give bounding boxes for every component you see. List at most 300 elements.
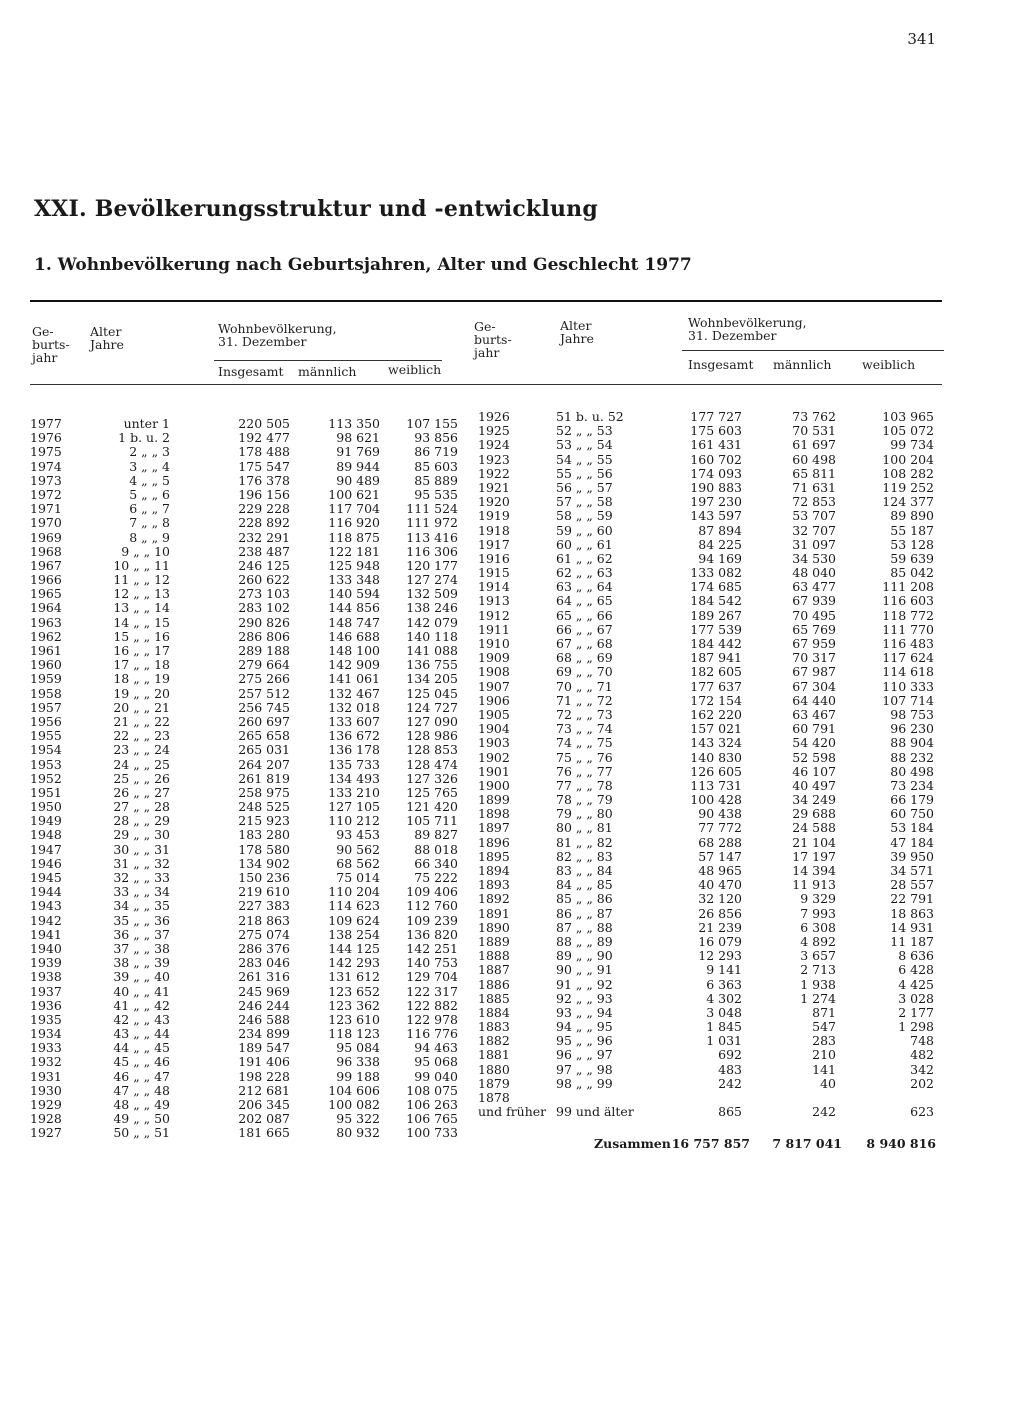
table-row	[470, 1020, 940, 1034]
cell-birth-year: 1911	[478, 621, 510, 637]
cell-total: 192 477	[238, 430, 290, 446]
cell-birth-year: 1920	[478, 494, 510, 510]
table-row	[30, 843, 460, 857]
cell-male: 64 440	[792, 692, 836, 708]
cell-total: 229 228	[238, 501, 290, 517]
cell-birth-year: 1892	[478, 891, 510, 907]
table-row	[30, 616, 460, 630]
cell-male: 110 212	[328, 813, 380, 829]
table-row	[470, 850, 940, 864]
table-row	[30, 928, 460, 942]
table-row	[470, 623, 940, 637]
table-row	[30, 573, 460, 587]
cell-birth-year: 1971	[30, 501, 62, 517]
cell-male: 142 909	[328, 657, 380, 673]
table-row	[470, 1063, 940, 1077]
header-total-right: Insgesamt	[688, 357, 754, 372]
cell-birth-year: 1888	[478, 948, 510, 964]
cell-male: 17 197	[792, 848, 836, 864]
cell-birth-year: 1896	[478, 834, 510, 850]
cell-total: 265 031	[238, 742, 290, 758]
cell-male: 34 249	[792, 792, 836, 808]
cell-male: 144 125	[328, 940, 380, 956]
table-row	[470, 680, 940, 694]
header-population-left: Wohnbevölkerung, 31. Dezember	[218, 321, 337, 349]
cell-age: 44 „ „ 45	[113, 1040, 170, 1056]
cell-total: 257 512	[238, 685, 290, 701]
cell-birth-year: 1965	[30, 586, 62, 602]
cell-total: 134 902	[238, 855, 290, 871]
cell-total: 176 378	[238, 472, 290, 488]
cell-male: 133 210	[328, 784, 380, 800]
cell-male: 65 811	[792, 465, 836, 481]
header-female-right: weiblich	[862, 357, 916, 372]
table-row	[30, 1112, 460, 1126]
cell-birth-year: 1977	[30, 416, 62, 431]
cell-male: 29 688	[792, 806, 836, 822]
cell-age: 91 „ „ 92	[556, 976, 613, 992]
cell-age: 18 „ „ 19	[113, 671, 170, 687]
cell-female: 127 326	[406, 770, 458, 786]
cell-total: 161 431	[690, 437, 742, 453]
table-row	[30, 488, 460, 502]
table-row	[30, 531, 460, 545]
cell-female: 106 765	[406, 1111, 458, 1127]
cell-birth-year: 1907	[478, 678, 510, 694]
cell-female: 99 040	[414, 1068, 458, 1084]
cell-female: 18 863	[890, 905, 934, 921]
cell-total: 289 188	[238, 643, 290, 658]
table-row	[470, 836, 940, 850]
cell-female: 100 204	[882, 451, 934, 467]
cell-total: 275 266	[238, 671, 290, 687]
cell-total: 16 079	[698, 933, 742, 949]
cell-birth-year: 1885	[478, 990, 510, 1006]
table-row	[30, 956, 460, 970]
cell-male: 11 913	[792, 877, 836, 893]
cell-male: 52 598	[792, 749, 836, 765]
cell-total: 175 547	[238, 458, 290, 474]
cell-birth-year: und früher	[478, 1104, 547, 1120]
cell-age: 12 „ „ 13	[113, 586, 170, 602]
cell-age: 67 „ „ 68	[556, 636, 613, 651]
cell-male: 118 875	[328, 529, 380, 545]
cell-male: 31 097	[792, 536, 836, 552]
cell-age: 53 „ „ 54	[556, 437, 613, 453]
cell-female: 128 474	[406, 756, 458, 772]
cell-male: 70 317	[792, 650, 836, 666]
table-row	[30, 431, 460, 445]
table-row	[470, 495, 940, 509]
cell-total: 143 597	[690, 508, 742, 524]
cell-female: 111 524	[406, 501, 458, 517]
cell-female: 88 904	[890, 735, 934, 751]
cell-male: 98 621	[336, 430, 380, 446]
cell-female: 202	[910, 1075, 934, 1091]
cell-birth-year: 1902	[478, 749, 510, 765]
cell-birth-year: 1959	[30, 671, 62, 687]
cell-male: 75 014	[336, 870, 380, 885]
cell-age: 5 „ „ 6	[129, 486, 170, 502]
cell-male: 6 308	[800, 919, 836, 935]
cell-age: 42 „ „ 43	[113, 1011, 170, 1027]
cell-male: 148 100	[328, 643, 380, 658]
cell-total: 184 542	[690, 593, 742, 609]
table-row	[470, 1034, 940, 1048]
cell-female: 106 263	[406, 1097, 458, 1112]
cell-female: 60 750	[890, 806, 934, 822]
cell-male: 53 707	[792, 508, 836, 524]
cell-birth-year: 1878	[478, 1090, 510, 1105]
cell-age: 75 „ „ 76	[556, 749, 613, 765]
cell-birth-year: 1895	[478, 848, 510, 864]
cell-male: 48 040	[792, 565, 836, 581]
table-row	[470, 637, 940, 651]
cell-age: 16 „ „ 17	[113, 643, 170, 658]
cell-female: 113 416	[406, 529, 458, 545]
table-row	[470, 949, 940, 963]
cell-male: 60 498	[792, 451, 836, 467]
table-row	[470, 694, 940, 708]
cell-total: 279 664	[238, 657, 290, 673]
cell-female: 122 317	[406, 983, 458, 999]
cell-birth-year: 1930	[30, 1082, 62, 1098]
cell-birth-year: 1904	[478, 721, 510, 737]
cell-age: 64 „ „ 65	[556, 593, 613, 609]
table-row	[470, 978, 940, 992]
cell-age: 27 „ „ 28	[113, 799, 170, 815]
cell-birth-year: 1889	[478, 933, 510, 949]
cell-female: 132 509	[406, 586, 458, 602]
table-row	[30, 417, 460, 431]
cell-birth-year: 1932	[30, 1054, 62, 1070]
cell-birth-year: 1947	[30, 841, 62, 857]
cell-female: 94 463	[414, 1040, 458, 1056]
cell-birth-year: 1891	[478, 905, 510, 921]
cell-birth-year: 1928	[30, 1111, 62, 1127]
table-row	[470, 424, 940, 438]
cell-female: 85 603	[414, 458, 458, 474]
cell-birth-year: 1936	[30, 997, 62, 1013]
cell-total: 157 021	[690, 721, 742, 737]
cell-birth-year: 1943	[30, 898, 62, 914]
cell-male: 109 624	[328, 912, 380, 928]
cell-male: 2 713	[800, 962, 836, 978]
cell-total: 177 637	[690, 678, 742, 694]
cell-male: 283	[812, 1033, 836, 1049]
cell-age: 86 „ „ 87	[556, 905, 613, 921]
cell-age: 63 „ „ 64	[556, 579, 613, 595]
cell-total: 196 156	[238, 486, 290, 502]
cell-male: 67 304	[792, 678, 836, 694]
table-row	[470, 793, 940, 807]
cell-birth-year: 1939	[30, 955, 62, 971]
cell-male: 21 104	[792, 834, 836, 850]
cell-male: 100 082	[328, 1097, 380, 1112]
table-row	[470, 864, 940, 878]
cell-male: 140 594	[328, 586, 380, 602]
cell-age: 98 „ „ 99	[556, 1075, 613, 1091]
cell-birth-year: 1969	[30, 529, 62, 545]
cell-age: 71 „ „ 72	[556, 692, 613, 708]
cell-birth-year: 1937	[30, 983, 62, 999]
cell-birth-year: 1898	[478, 806, 510, 822]
header-birth-year-left: Ge- burts- jahr	[32, 324, 70, 365]
cell-total: 865	[718, 1104, 742, 1120]
cell-age: 82 „ „ 83	[556, 848, 613, 864]
table-row	[30, 715, 460, 729]
table-row	[470, 552, 940, 566]
cell-total: 3 048	[706, 1004, 742, 1020]
cell-age: 49 „ „ 50	[113, 1111, 170, 1127]
cell-male: 40 497	[792, 777, 836, 793]
cell-age: 52 „ „ 53	[556, 423, 613, 439]
cell-female: 100 733	[406, 1125, 458, 1141]
cell-male: 3 657	[800, 948, 836, 964]
cell-total: 264 207	[238, 756, 290, 772]
table-row	[30, 1098, 460, 1112]
cell-female: 107 155	[406, 416, 458, 431]
cell-birth-year: 1940	[30, 940, 62, 956]
cell-age: 39 „ „ 40	[113, 969, 170, 985]
cell-total: 143 324	[690, 735, 742, 751]
table-row	[30, 1027, 460, 1041]
cell-female: 111 972	[406, 515, 458, 531]
cell-birth-year: 1890	[478, 919, 510, 935]
cell-birth-year: 1921	[478, 479, 510, 495]
table-row	[470, 878, 940, 892]
cell-age: 2 „ „ 3	[129, 444, 170, 460]
cell-male: 71 631	[792, 479, 836, 495]
cell-birth-year: 1906	[478, 692, 510, 708]
cell-age: 61 „ „ 62	[556, 550, 613, 566]
cell-male: 871	[812, 1004, 836, 1020]
cell-age: 24 „ „ 25	[113, 756, 170, 772]
cell-age: 72 „ „ 73	[556, 706, 613, 722]
cell-total: 175 603	[690, 423, 742, 439]
table-row	[470, 580, 940, 594]
cell-female: 112 760	[406, 898, 458, 914]
cell-female: 66 179	[890, 792, 934, 808]
cell-male: 131 612	[328, 969, 380, 985]
cell-age: 87 „ „ 88	[556, 919, 613, 935]
header-birth-year-right: Ge- burts- jahr	[474, 319, 512, 360]
table-row	[30, 687, 460, 701]
cell-female: 748	[910, 1033, 934, 1049]
cell-total: 177 727	[690, 409, 742, 424]
cell-birth-year: 1933	[30, 1040, 62, 1056]
cell-total: 12 293	[698, 948, 742, 964]
cell-age: 76 „ „ 77	[556, 763, 613, 779]
cell-male: 9 329	[800, 891, 836, 907]
cell-age: 8 „ „ 9	[129, 529, 170, 545]
cell-male: 90 562	[336, 841, 380, 857]
table-row	[470, 921, 940, 935]
cell-age: 78 „ „ 79	[556, 792, 613, 808]
cell-age: 15 „ „ 16	[113, 628, 170, 644]
cell-age: 68 „ „ 69	[556, 650, 613, 666]
table-row	[30, 729, 460, 743]
cell-age: 65 „ „ 66	[556, 607, 613, 623]
cell-age: 92 „ „ 93	[556, 990, 613, 1006]
cell-birth-year: 1963	[30, 614, 62, 630]
cell-total: 265 658	[238, 728, 290, 744]
cell-male: 210	[812, 1047, 836, 1063]
cell-male: 132 467	[328, 685, 380, 701]
cell-age: 17 „ „ 18	[113, 657, 170, 673]
cell-birth-year: 1925	[478, 423, 510, 439]
cell-birth-year: 1952	[30, 770, 62, 786]
cell-age: 97 „ „ 98	[556, 1061, 613, 1077]
cell-male: 68 562	[336, 855, 380, 871]
cell-total: 178 488	[238, 444, 290, 460]
table-row	[30, 474, 460, 488]
table-row	[470, 1006, 940, 1020]
cell-total: 182 605	[690, 664, 742, 680]
cell-total: 48 965	[698, 863, 742, 878]
table-row	[30, 758, 460, 772]
cell-birth-year: 1931	[30, 1068, 62, 1084]
cell-male: 24 588	[792, 820, 836, 836]
cell-female: 89 890	[890, 508, 934, 524]
cell-birth-year: 1893	[478, 877, 510, 893]
cell-total: 40 470	[698, 877, 742, 893]
cell-female: 134 205	[406, 671, 458, 687]
cell-total: 260 697	[238, 713, 290, 729]
table-title: 1. Wohnbevölkerung nach Geburtsjahren, Alter und Geschlecht 1977	[34, 255, 692, 275]
table-row	[30, 559, 460, 573]
table-row	[470, 1105, 940, 1119]
cell-total: 181 665	[238, 1125, 290, 1141]
cell-female: 116 306	[406, 543, 458, 559]
cell-female: 6 428	[898, 962, 934, 978]
cell-total: 283 046	[238, 955, 290, 971]
cell-birth-year: 1962	[30, 628, 62, 644]
cell-age: 96 „ „ 97	[556, 1047, 613, 1063]
cell-birth-year: 1966	[30, 572, 62, 588]
cell-age: 73 „ „ 74	[556, 721, 613, 737]
table-row	[470, 566, 940, 580]
cell-male: 4 892	[800, 933, 836, 949]
table-row	[30, 1013, 460, 1027]
header-male-left: männlich	[298, 364, 357, 379]
table-row	[470, 665, 940, 679]
cell-age: 1 b. u. 2	[118, 430, 170, 446]
cell-total: 57 147	[698, 848, 742, 864]
cell-total: 140 830	[690, 749, 742, 765]
cell-birth-year: 1970	[30, 515, 62, 531]
cell-birth-year: 1967	[30, 557, 62, 573]
cell-female: 142 079	[406, 614, 458, 630]
cell-female: 11 187	[890, 933, 934, 949]
cell-total: 6 363	[706, 976, 742, 992]
table-row	[470, 509, 940, 523]
table-row	[470, 1091, 940, 1105]
cell-total: 286 806	[238, 628, 290, 644]
cell-female: 482	[910, 1047, 934, 1063]
cell-total: 172 154	[690, 692, 742, 708]
cell-total: 32 120	[698, 891, 742, 907]
cell-birth-year: 1948	[30, 827, 62, 843]
cell-male: 144 856	[328, 600, 380, 616]
cell-birth-year: 1938	[30, 969, 62, 985]
cell-female: 124 377	[882, 494, 934, 510]
cell-birth-year: 1946	[30, 855, 62, 871]
table-row	[470, 765, 940, 779]
cell-birth-year: 1900	[478, 777, 510, 793]
table-row	[30, 644, 460, 658]
table-row	[470, 410, 940, 424]
cell-age: 84 „ „ 85	[556, 877, 613, 893]
cell-age: 81 „ „ 82	[556, 834, 613, 850]
cell-female: 108 282	[882, 465, 934, 481]
cell-age: 48 „ „ 49	[113, 1097, 170, 1112]
cell-total: 215 923	[238, 813, 290, 829]
cell-birth-year: 1924	[478, 437, 510, 453]
cell-age: 94 „ „ 95	[556, 1019, 613, 1035]
table-row	[30, 601, 460, 615]
cell-birth-year: 1934	[30, 1026, 62, 1042]
cell-total: 206 345	[238, 1097, 290, 1112]
cell-male: 123 610	[328, 1011, 380, 1027]
cell-age: 47 „ „ 48	[113, 1082, 170, 1098]
cell-birth-year: 1886	[478, 976, 510, 992]
cell-age: 6 „ „ 7	[129, 501, 170, 517]
cell-age: 10 „ „ 11	[113, 557, 170, 573]
cell-male: 99 188	[336, 1068, 380, 1084]
cell-male: 73 762	[792, 409, 836, 424]
cell-male: 95 084	[336, 1040, 380, 1056]
cell-male: 133 348	[328, 572, 380, 588]
cell-total: 198 228	[238, 1068, 290, 1084]
table-row	[470, 609, 940, 623]
cell-age: 21 „ „ 22	[113, 713, 170, 729]
cell-birth-year: 1976	[30, 430, 62, 446]
table-row	[30, 1126, 460, 1140]
cell-age: 50 „ „ 51	[113, 1125, 170, 1141]
cell-age: 9 „ „ 10	[121, 543, 170, 559]
cell-female: 88 018	[414, 841, 458, 857]
cell-female: 95 535	[414, 486, 458, 502]
cell-female: 95 068	[414, 1054, 458, 1070]
cell-female: 127 090	[406, 713, 458, 729]
cell-total: 87 894	[698, 522, 742, 538]
header-bottom-rule	[30, 384, 942, 385]
chapter-title: XXI. Bevölkerungsstruktur und -entwicklung	[34, 196, 598, 222]
cell-age: 13 „ „ 14	[113, 600, 170, 616]
cell-female: 136 755	[406, 657, 458, 673]
cell-female: 107 714	[882, 692, 934, 708]
cell-female: 34 571	[890, 863, 934, 878]
cell-total: 84 225	[698, 536, 742, 552]
cell-total: 238 487	[238, 543, 290, 559]
cell-age: 85 „ „ 86	[556, 891, 613, 907]
cell-birth-year: 1918	[478, 522, 510, 538]
cell-total: 202 087	[238, 1111, 290, 1127]
table-row	[470, 779, 940, 793]
cell-total: 197 230	[690, 494, 742, 510]
table-row	[30, 871, 460, 885]
cell-total: 256 745	[238, 699, 290, 715]
cell-birth-year: 1879	[478, 1075, 510, 1091]
cell-female: 105 072	[882, 423, 934, 439]
table-row	[30, 857, 460, 871]
cell-birth-year: 1923	[478, 451, 510, 467]
cell-birth-year: 1942	[30, 912, 62, 928]
cell-total: 160 702	[690, 451, 742, 467]
cell-male: 136 672	[328, 728, 380, 744]
table-row	[30, 899, 460, 913]
